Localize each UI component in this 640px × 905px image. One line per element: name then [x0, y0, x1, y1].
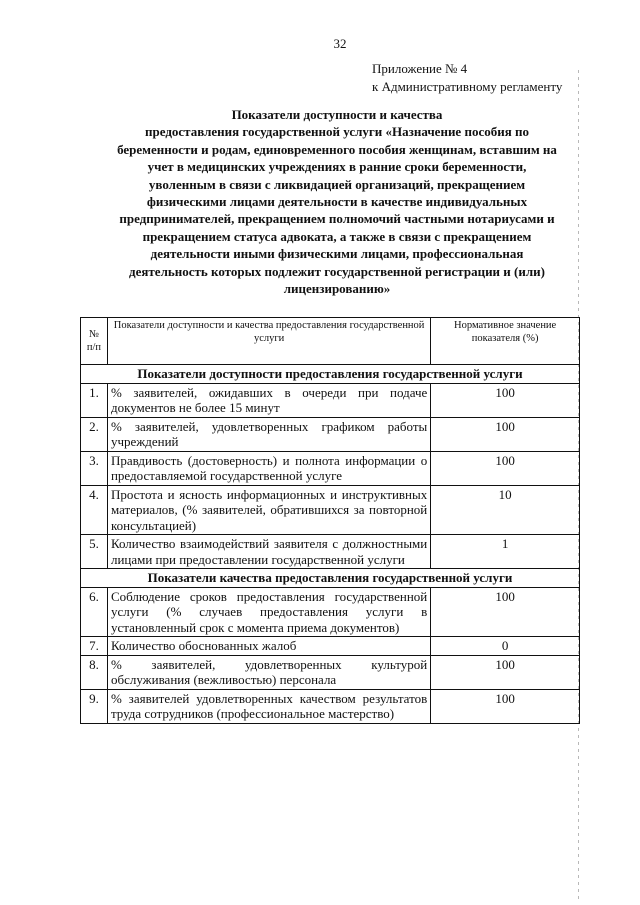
row-indicator: Количество обоснованных жалоб	[107, 637, 430, 656]
row-indicator: % заявителей, ожидавших в очереди при подаче документов не более 15 минут	[107, 383, 430, 417]
row-number: 8.	[81, 655, 108, 689]
title-line: прекращением статуса адвоката, а также в связи с прекращением	[142, 228, 532, 244]
row-value: 10	[431, 485, 580, 535]
row-value: 100	[431, 417, 580, 451]
table-row	[81, 451, 580, 485]
appendix-reference	[372, 60, 562, 96]
title-line: деятельности иными физическими лицами, профессиональная	[150, 246, 524, 262]
row-indicator: Соблюдение сроков предоставления государственной услуги (% случаев предоставления услуги в установленный срок с момента приема документов)	[107, 587, 430, 637]
row-indicator: % заявителей, удовлетворенных культурой обслуживания (вежливостью) персонала	[107, 655, 430, 689]
table-row	[81, 587, 580, 637]
header-normative-value: Нормативное значение показателя (%)	[431, 318, 580, 365]
row-number: 3.	[81, 451, 108, 485]
table-row	[81, 535, 580, 569]
row-indicator: Количество взаимодействий заявителя с должностными лицами при предоставлении государственной услуги	[107, 535, 430, 569]
page-number: 32	[333, 36, 347, 51]
header-number: № п/п	[81, 318, 108, 365]
document-title	[72, 106, 602, 297]
row-value: 1	[431, 535, 580, 569]
row-value: 100	[431, 689, 580, 723]
table-row	[81, 417, 580, 451]
title-line: лицензированию»	[283, 281, 391, 297]
row-value: 0	[431, 637, 580, 656]
title-line: Показатели доступности и качества	[231, 107, 443, 122]
row-number: 2.	[81, 417, 108, 451]
row-number: 6.	[81, 587, 108, 637]
title-line: предоставления государственной услуги «Назначение пособия по	[145, 124, 529, 140]
title-line: уволенным в связи с ликвидацией организаций, прекращением	[148, 176, 526, 192]
table-row	[81, 485, 580, 535]
section-row-accessibility	[81, 365, 580, 384]
row-value: 100	[431, 587, 580, 637]
section-title: Показатели доступности предоставления государственной услуги	[81, 365, 580, 384]
row-indicator: % заявителей, удовлетворенных графиком работы учреждений	[107, 417, 430, 451]
table-row	[81, 655, 580, 689]
appendix-line-2: к Административному регламенту	[372, 79, 563, 94]
title-line: учет в медицинских учреждениях в ранние сроки беременности,	[147, 159, 527, 175]
title-line: физическими лицами деятельности в качестве индивидуальных	[146, 194, 528, 210]
row-number: 9.	[81, 689, 108, 723]
indicators-table	[80, 317, 580, 724]
table-row	[81, 383, 580, 417]
row-indicator: Правдивость (достоверность) и полнота информации о предоставляемой государственной услуге	[107, 451, 430, 485]
title-line: предпринимателей, прекращением полномочий частными нотариусами и	[119, 211, 555, 227]
row-number: 1.	[81, 383, 108, 417]
row-number: 7.	[81, 637, 108, 656]
table-header-row	[81, 318, 580, 365]
appendix-line-1: Приложение № 4	[372, 61, 468, 76]
row-value: 100	[431, 383, 580, 417]
title-line: деятельность которых подлежит государственной регистрации и (или)	[129, 263, 545, 279]
header-indicator: Показатели доступности и качества предоставления государственной услуги	[107, 318, 430, 365]
row-indicator: % заявителей удовлетворенных качеством результатов труда сотрудников (профессиональное мастерство)	[107, 689, 430, 723]
row-number: 4.	[81, 485, 108, 535]
section-title: Показатели качества предоставления государственной услуги	[81, 569, 580, 588]
row-value: 100	[431, 451, 580, 485]
table-row	[81, 637, 580, 656]
table-row	[81, 689, 580, 723]
row-value: 100	[431, 655, 580, 689]
title-line: беременности и родам, единовременного пособия женщинам, вставшим на	[117, 141, 557, 157]
section-row-quality	[81, 569, 580, 588]
row-number: 5.	[81, 535, 108, 569]
row-indicator: Простота и ясность информационных и инструктивных материалов, (% заявителей, обратившихся за повторной консультацией)	[107, 485, 430, 535]
